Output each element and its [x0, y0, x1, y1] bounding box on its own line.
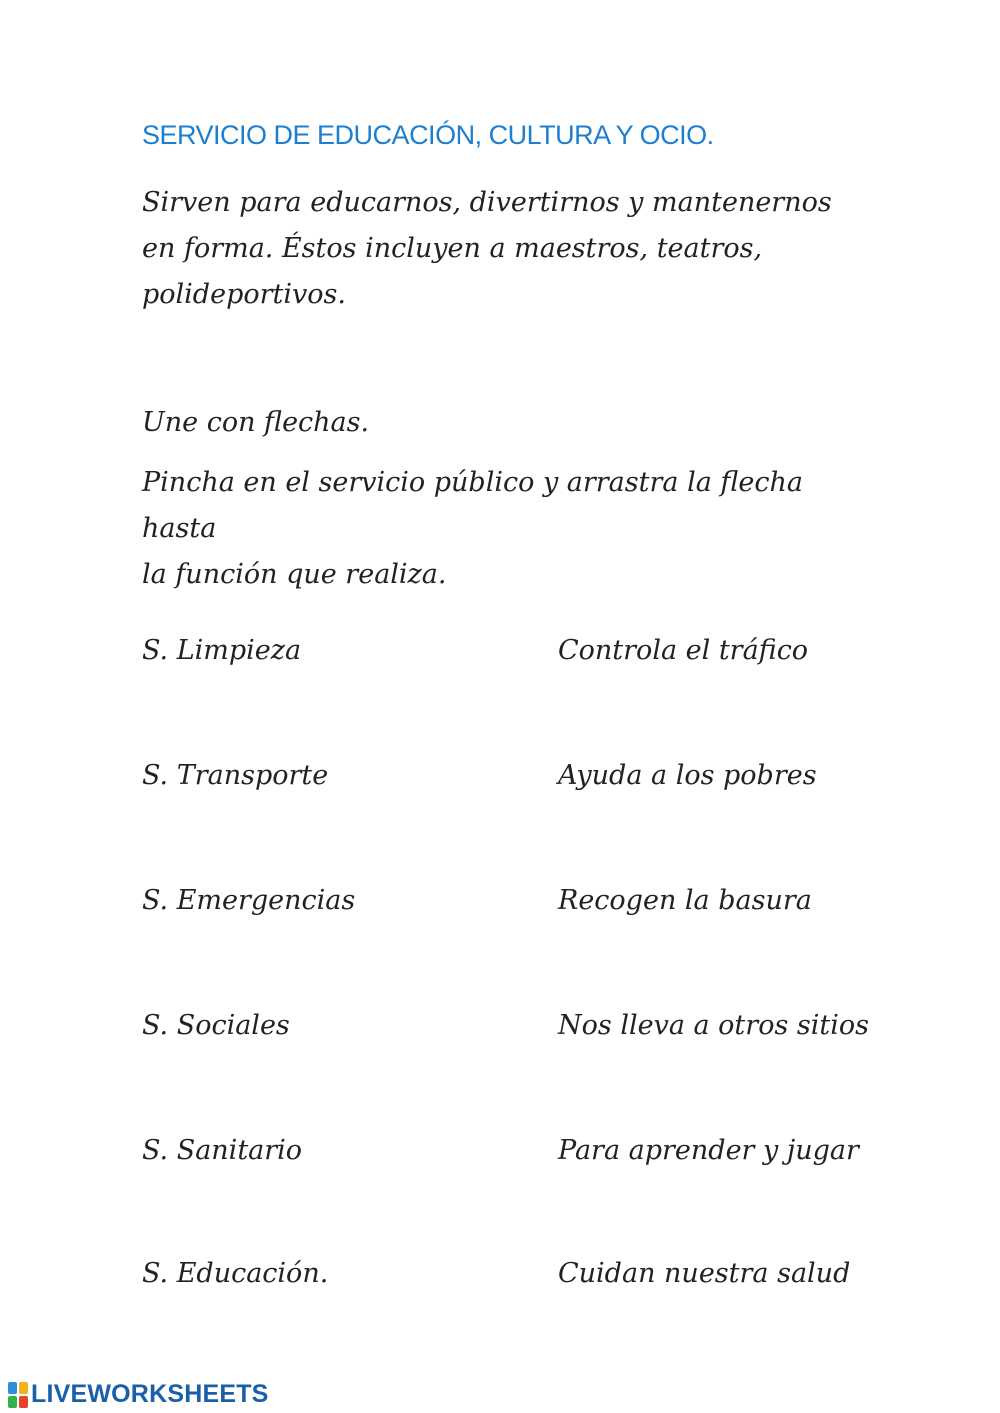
intro-paragraph	[142, 180, 882, 318]
service-item-sanitario[interactable]: S. Sanitario	[142, 1135, 303, 1166]
service-item-educacion[interactable]: S. Educación.	[142, 1258, 329, 1289]
instruction-heading: Une con flechas.	[142, 407, 370, 438]
function-item-aprender[interactable]: Para aprender y jugar	[558, 1135, 859, 1166]
footer-logo	[8, 1380, 269, 1409]
function-item-trafico[interactable]: Controla el tráfico	[558, 635, 809, 666]
instruction-line: la función que realiza.	[142, 559, 447, 590]
service-item-transporte[interactable]: S. Transporte	[142, 760, 329, 791]
service-item-emergencias[interactable]: S. Emergencias	[142, 885, 356, 916]
instruction-line: Pincha en el servicio público y arrastra la flecha hasta	[142, 467, 803, 544]
logo-text: LIVEWORKSHEETS	[31, 1380, 269, 1408]
instruction-paragraph	[142, 460, 882, 598]
liveworksheets-logo-icon	[8, 1382, 28, 1408]
page-title: SERVICIO DE EDUCACIÓN, CULTURA Y OCIO.	[142, 120, 714, 150]
intro-line: polideportivos.	[142, 279, 346, 310]
function-item-pobres[interactable]: Ayuda a los pobres	[558, 760, 817, 791]
service-item-limpieza[interactable]: S. Limpieza	[142, 635, 302, 666]
function-item-sitios[interactable]: Nos lleva a otros sitios	[558, 1010, 869, 1041]
function-item-salud[interactable]: Cuidan nuestra salud	[558, 1258, 851, 1289]
intro-line: Sirven para educarnos, divertirnos y mantenernos	[142, 187, 832, 218]
service-item-sociales[interactable]: S. Sociales	[142, 1010, 290, 1041]
intro-line: en forma. Éstos incluyen a maestros, teatros,	[142, 233, 763, 264]
function-item-basura[interactable]: Recogen la basura	[558, 885, 812, 916]
